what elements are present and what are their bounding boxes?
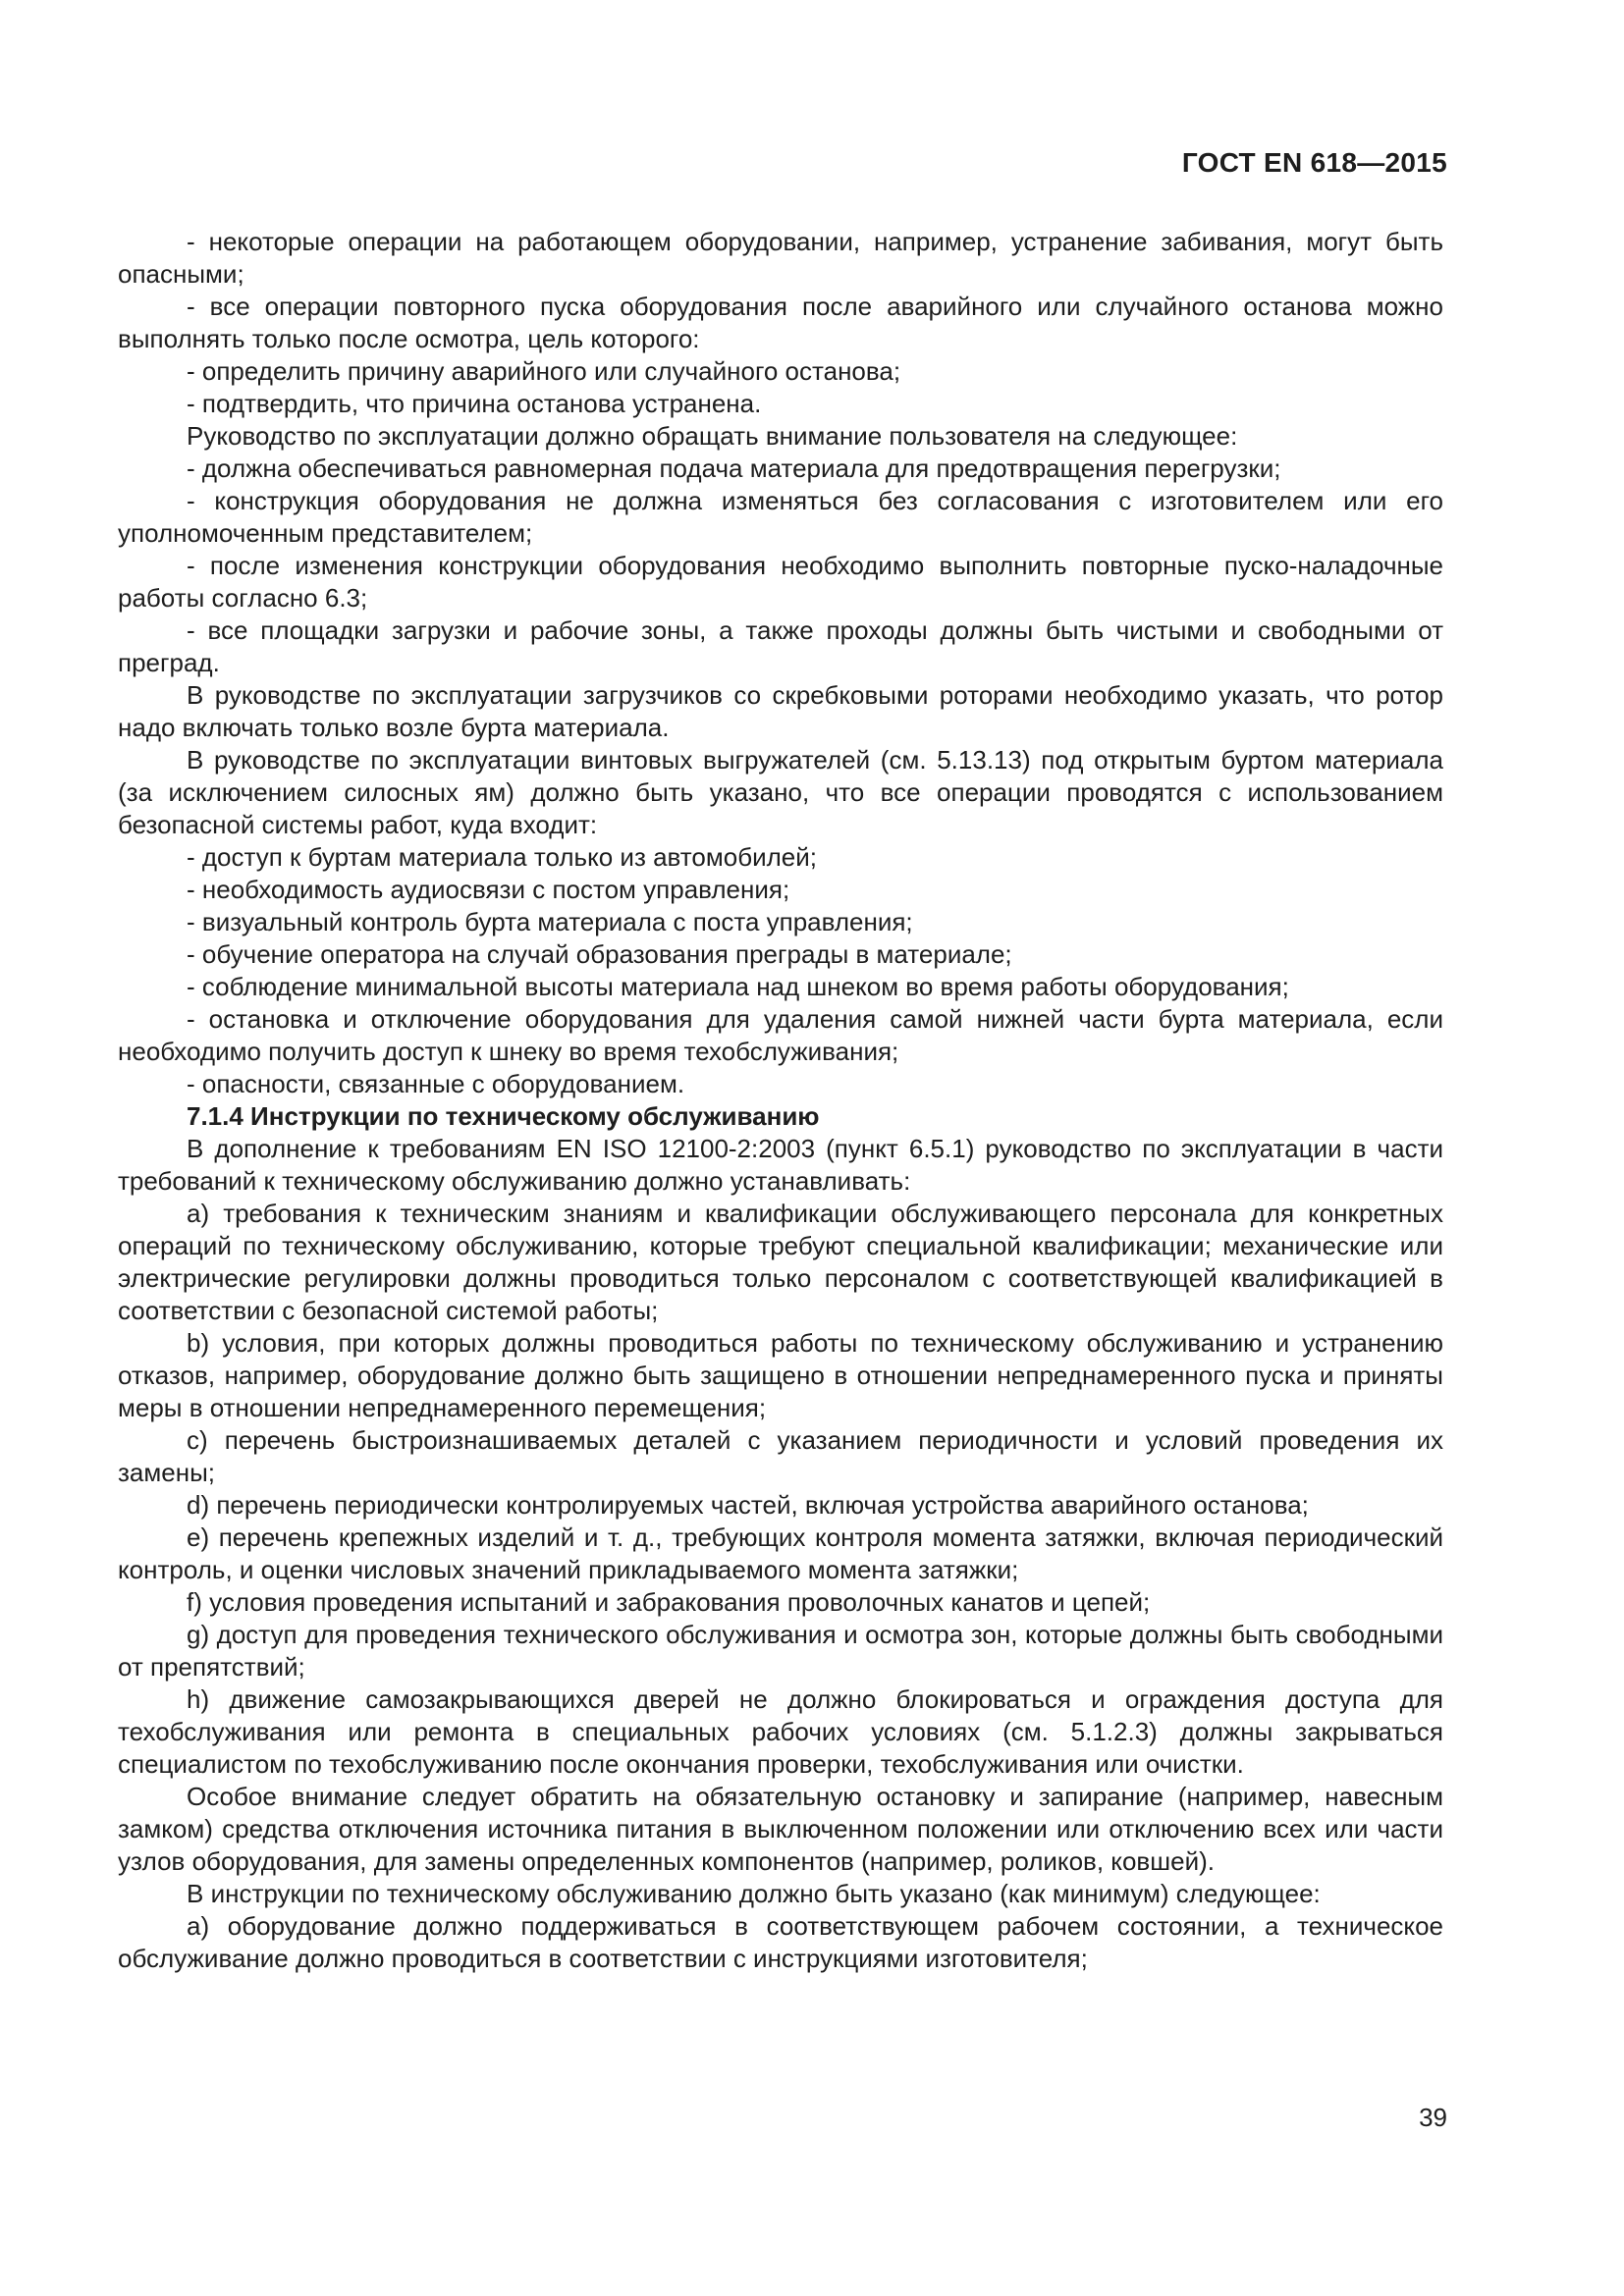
body-text (118, 226, 1443, 1975)
paragraph: g) доступ для проведения технического обслуживания и осмотра зон, которые должны быть свободными от препятствий; (118, 1620, 1443, 1682)
paragraph: В руководстве по эксплуатации винтовых выгружателей (см. 5.13.13) под открытым буртом материала (за исключением силосных ям) должно быть указано, что все операции проводятся с использованием безопасной системы работ, куда входит: (118, 745, 1443, 839)
paragraph: h) движение самозакрывающихся дверей не должно блокироваться и ограждения доступа для техобслуживания или ремонта в специальных рабочих условиях (см. 5.1.2.3) должны закрываться специалистом по техобслуживанию после окончания проверки, техобслуживания или очистки. (118, 1684, 1443, 1779)
paragraph: - все площадки загрузки и рабочие зоны, а также проходы должны быть чистыми и свободными от преград. (118, 615, 1443, 677)
paragraph: - необходимость аудиосвязи с постом управления; (187, 875, 790, 904)
paragraph: В инструкции по техническому обслуживанию должно быть указано (как минимум) следующее: (187, 1879, 1321, 1908)
paragraph: - должна обеспечиваться равномерная подача материала для предотвращения перегрузки; (187, 454, 1281, 483)
paragraph: b) условия, при которых должны проводиться работы по техническому обслуживанию и устранению отказов, например, оборудование должно быть защищено в отношении непреднамеренного пуска и приняты меры в отношении непреднамеренного перемещения; (118, 1328, 1443, 1422)
subsection-heading: 7.1.4 Инструкции по техническому обслуживанию (187, 1101, 820, 1131)
paragraph: - доступ к буртам материала только из автомобилей; (187, 842, 817, 872)
paragraph: f) условия проведения испытаний и забракования проволочных канатов и цепей; (187, 1587, 1151, 1617)
paragraph: В дополнение к требованиям EN ISO 12100-2:2003 (пункт 6.5.1) руководство по эксплуатации в части требований к техническому обслуживанию должно устанавливать: (118, 1134, 1443, 1196)
paragraph: - обучение оператора на случай образования преграды в материале; (187, 939, 1012, 969)
paragraph: c) перечень быстроизнашиваемых деталей с указанием периодичности и условий проведения их замены; (118, 1425, 1443, 1487)
paragraph: d) перечень периодически контролируемых частей, включая устройства аварийного останова; (187, 1490, 1309, 1520)
paragraph: - определить причину аварийного или случайного останова; (187, 356, 901, 386)
paragraph: - конструкция оборудования не должна изменяться без согласования с изготовителем или его уполномоченным представителем; (118, 486, 1443, 548)
paragraph: - все операции повторного пуска оборудования после аварийного или случайного останова можно выполнять только после осмотра, цель которого: (118, 292, 1443, 353)
document-code: ГОСТ EN 618—2015 (1181, 147, 1447, 178)
paragraph: a) требования к техническим знаниям и квалификации обслуживающего персонала для конкретных операций по техническому обслуживанию, которые требуют специальной квалификации; механические или электрические регулировки должны проводиться только персоналом с соответствующей квалификацией в соответствии с безопасной системой работы; (118, 1199, 1443, 1325)
paragraph: - остановка и отключение оборудования для удаления самой нижней части бурта материала, если необходимо получить доступ к шнеку во время техобслуживания; (118, 1004, 1443, 1066)
paragraph: - подтвердить, что причина останова устранена. (187, 389, 762, 418)
paragraph: a) оборудование должно поддерживаться в соответствующем рабочем состоянии, а техническое обслуживание должно проводиться в соответствии с инструкциями изготовителя; (118, 1911, 1443, 1973)
paragraph: - визуальный контроль бурта материала с поста управления; (187, 907, 913, 936)
page-number: 39 (1419, 2103, 1447, 2132)
paragraph: - после изменения конструкции оборудования необходимо выполнить повторные пуско-наладочные работы согласно 6.3; (118, 551, 1443, 613)
paragraph: - опасности, связанные с оборудованием. (187, 1069, 685, 1098)
paragraph: e) перечень крепежных изделий и т. д., требующих контроля момента затяжки, включая периодический контроль, и оценки числовых значений прикладываемого момента затяжки; (118, 1522, 1443, 1584)
paragraph: В руководстве по эксплуатации загрузчиков со скребковыми роторами необходимо указать, что ротор надо включать только возле бурта материала. (118, 680, 1443, 742)
paragraph: - соблюдение минимальной высоты материала над шнеком во время работы оборудования; (187, 972, 1289, 1001)
paragraph: - некоторые операции на работающем оборудовании, например, устранение забивания, могут быть опасными; (118, 227, 1443, 289)
paragraph: Руководство по эксплуатации должно обращать внимание пользователя на следующее: (187, 421, 1238, 451)
paragraph: Особое внимание следует обратить на обязательную остановку и запирание (например, навесным замком) средства отключения источника питания в выключенном положении или отключению всех или части узлов оборудования, для замены определенных компонентов (например, роликов, ковшей). (118, 1782, 1443, 1876)
